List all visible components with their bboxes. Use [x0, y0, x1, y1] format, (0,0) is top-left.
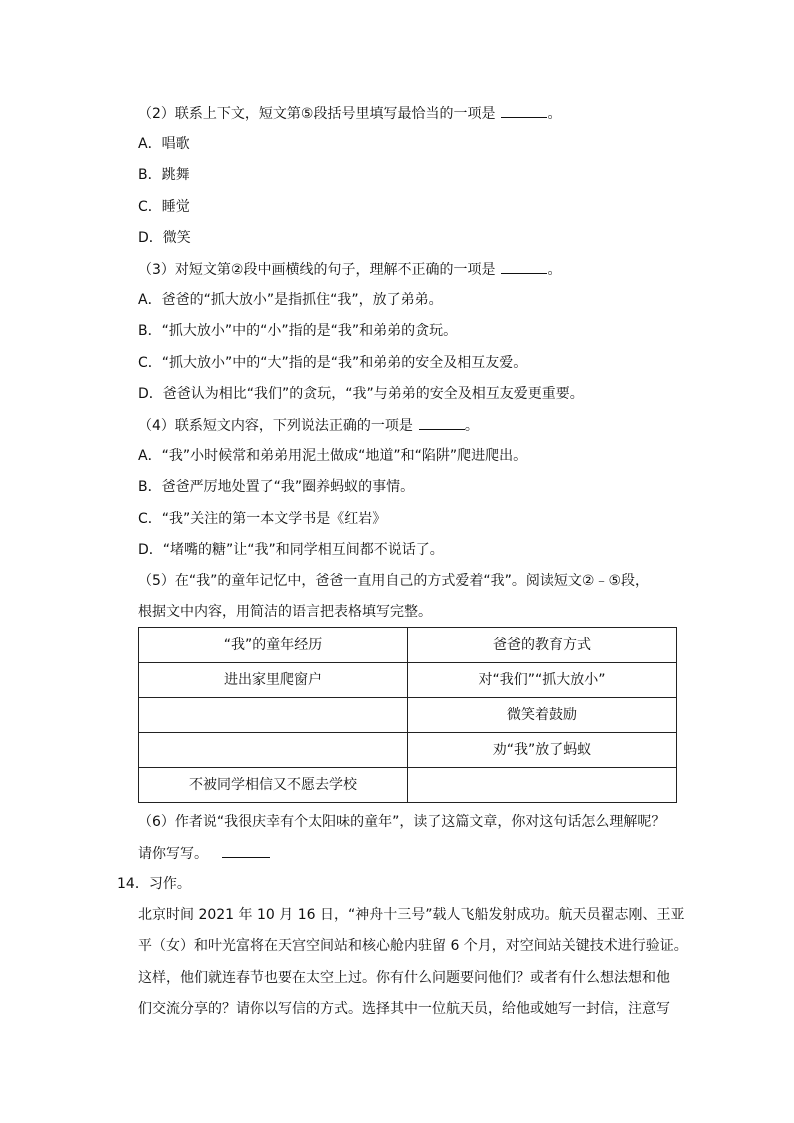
q3-answer-blank[interactable]: [501, 259, 547, 274]
q4-answer-blank[interactable]: [419, 415, 465, 430]
q14-text-line-4: 们交流分享的？请你以写信的方式。选择其中一位航天员，给他或她写一封信，注意写: [138, 1001, 670, 1017]
q6-answer-blank[interactable]: [222, 843, 270, 858]
q2-option-d: D．微笑: [138, 230, 191, 246]
q4-option-a: A．“我”小时候常和弟弟用泥土做成“地道”和“陷阱”爬进爬出。: [138, 448, 528, 464]
q4-option-c: C．“我”关注的第一本文学书是《红岩》: [138, 511, 387, 527]
q6-stem-line-1: （6）作者说“我很庆幸有个太阳味的童年”，读了这篇文章，你对这句话怎么理解呢？: [138, 814, 666, 830]
q5-table: [138, 627, 677, 803]
table-row: [139, 733, 677, 768]
q2-option-a: A．唱歌: [138, 136, 190, 152]
q3-stem: （3）对短文第②段中画横线的句子，理解不正确的一项是: [138, 262, 496, 278]
q3-option-b: B．“抓大放小”中的“小”指的是“我”和弟弟的贪玩。: [138, 323, 458, 339]
q4-option-d: D．“堵嘴的糖”让“我”和同学相互间都不说话了。: [138, 542, 444, 558]
q3-option-c: C．“抓大放小”中的“大”指的是“我”和弟弟的安全及相互友爱。: [138, 355, 528, 371]
table-row: [139, 768, 677, 803]
q14-text-line-1: 北京时间 2021 年 10 月 16 日，“神舟十三号”载人飞船发射成功。航天员翟志刚、王亚: [138, 907, 685, 923]
table-cell: 进出家里爬窗户: [139, 663, 408, 698]
table-header-education: 爸爸的教育方式: [408, 628, 677, 663]
q5-stem-line-2: 根据文中内容，用简洁的语言把表格填写完整。: [138, 604, 432, 620]
table-row: [139, 663, 677, 698]
table-header-row: [139, 628, 677, 663]
q4-stem: （4）联系短文内容，下列说法正确的一项是: [138, 418, 413, 434]
table-cell-blank[interactable]: [408, 768, 677, 803]
q4-stem-end: 。: [464, 418, 479, 434]
table-cell: 劝“我”放了蚂蚁: [408, 733, 677, 768]
q2-stem-end: 。: [547, 106, 562, 122]
q2-option-c: C．睡觉: [138, 199, 190, 215]
q4-stem-line: [138, 415, 479, 436]
q6-stem-2: 请你写写。: [138, 846, 208, 862]
q14-text-line-2: 平（女）和叶光富将在天宫空间站和核心舱内驻留 6 个月，对空间站关键技术进行验证。: [138, 938, 688, 954]
q3-option-a: A．爸爸的“抓大放小”是指抓住“我”，放了弟弟。: [138, 292, 443, 308]
table-cell: 不被同学相信又不愿去学校: [139, 768, 408, 803]
q2-stem-line: [138, 103, 561, 124]
q6-stem-line-2: [138, 843, 270, 864]
q3-stem-line: [138, 259, 561, 280]
q2-stem: （2）联系上下文，短文第⑤段括号里填写最恰当的一项是: [138, 106, 496, 122]
table-row: [139, 698, 677, 733]
q2-option-b: B．跳舞: [138, 167, 190, 183]
q14-text-line-3: 这样，他们就连春节也要在太空上过。你有什么问题要问他们？或者有什么想法想和他: [138, 970, 670, 986]
q2-answer-blank[interactable]: [501, 103, 547, 118]
q4-option-b: B．爸爸严厉地处置了“我”圈养蚂蚁的事情。: [138, 479, 415, 495]
q5-stem-line-1: （5）在“我”的童年记忆中，爸爸一直用自己的方式爱着“我”。阅读短文②﹣⑤段，: [138, 573, 650, 589]
table-header-experience: “我”的童年经历: [139, 628, 408, 663]
table-cell: 微笑着鼓励: [408, 698, 677, 733]
table-cell: 对“我们”“抓大放小”: [408, 663, 677, 698]
table-cell-blank[interactable]: [139, 698, 408, 733]
q3-stem-end: 。: [547, 262, 562, 278]
q3-option-d: D．爸爸认为相比“我们”的贪玩，“我”与弟弟的安全及相互友爱更重要。: [138, 386, 584, 402]
table-cell-blank[interactable]: [139, 733, 408, 768]
q14-title: 14．习作。: [117, 876, 191, 892]
